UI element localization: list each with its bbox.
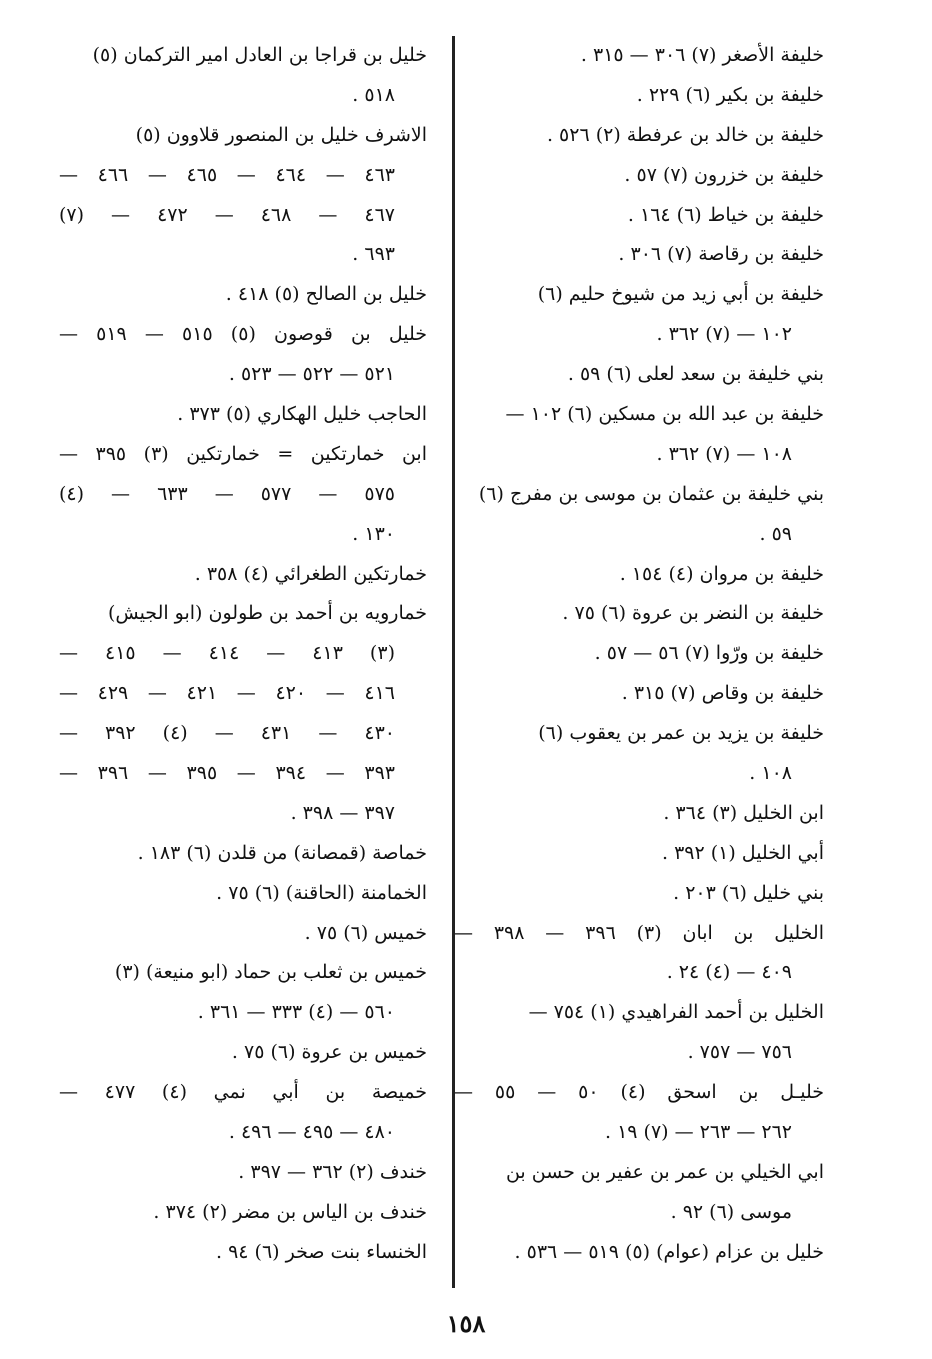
index-entry-line: ١٠٨ . (749, 762, 792, 785)
index-entry-line: خمارتكين الطغرائي (٤) ٣٥٨ . (194, 562, 427, 585)
index-entry-line: الاشرف خليل بن المنصور قلاوون (٥) (135, 123, 427, 146)
index-entry-line: خليفة بن خياط (٦) ١٦٤ . (627, 203, 824, 226)
page-number: ١٥٨ (446, 1309, 486, 1338)
index-entry-line: بني خليفة بن عثمان بن موسى بن مفرج (٦) (478, 482, 824, 505)
index-entry-line: خليفة بن رقاصة (٧) ٣٠٦ . (618, 243, 824, 266)
index-entry-line: الخمامنة (الحاقنة) (٦) ٧٥ . (216, 881, 427, 904)
index-entry-line: ٤٣٠ — ٤٣١ — (٤) ٣٩٢ — (59, 722, 395, 745)
index-entry-line: خليفة بن النضر بن عروة (٦) ٧٥ . (562, 602, 824, 625)
index-entry-line: الحاجب خليل الهكاري (٥) ٣٧٣ . (177, 403, 427, 426)
index-entry-line: خليفة بن يزيد بن عمر بن يعقوب (٦) (538, 722, 824, 745)
index-entry-line: ٢٦٢ — ٢٦٣ — (٧) ١٩ . (604, 1121, 792, 1144)
index-entry-line: ٧٥٦ — ٧٥٧ . (687, 1041, 792, 1064)
index-entry-line: خليفة بن أبي زيد من شيوخ حليم (٦) (537, 283, 824, 306)
index-entry-line: ٣٩٣ — ٣٩٤ — ٣٩٥ — ٣٩٦ — (59, 762, 395, 785)
index-entry-line: خليل بن قراجا بن العادل امير التركمان (٥) (92, 44, 427, 66)
index-entry-line: ٥١٨ . (352, 83, 395, 106)
index-entry-line: ٥٢١ — ٥٢٢ — ٥٢٣ . (228, 363, 395, 386)
index-entry-line: ابن الخليل (٣) ٣٦٤ . (663, 801, 824, 824)
index-entry-line: ٤٨٠ — ٤٩٥ — ٤٩٦ . (228, 1121, 395, 1144)
index-entry-line: خليفة بن خالد بن عرفطة (٢) ٥٢٦ . (546, 123, 824, 146)
index-entry-line: الخنساء بنت صخر (٦) ٩٤ . (215, 1240, 427, 1263)
index-entry-line: الخليل بن ابان (٣) ٣٩٦ — ٣٩٨ — (454, 921, 824, 944)
index-entry-line: خليفة بن ورّوا (٧) ٥٦ — ٥٧ . (594, 642, 824, 665)
index-entry-line: خليل بن عزام (عوام) (٥) ٥١٩ — ٥٣٦ . (514, 1240, 824, 1263)
index-entry-line: خليل بن الصالح (٥) ٤١٨ . (225, 283, 427, 306)
index-entry-line: ١٠٨ — (٧) ٣٦٢ . (656, 442, 792, 465)
index-entry-line: خندف (٢) ٣٦٢ — ٣٩٧ . (238, 1160, 427, 1183)
index-entry-line: ابي الخيلي بن عمر بن عفير بن حسن بن (505, 1160, 824, 1183)
index-entry-line: ٣٩٧ — ٣٩٨ . (290, 801, 395, 824)
index-entry-line: الخليل بن أحمد الفراهيدي (١) ٧٥٤ — (528, 1001, 824, 1024)
index-entry-line: خليفة بن وقاص (٧) ٣١٥ . (621, 682, 824, 705)
index-entry-line: موسى (٦) ٩٢ . (670, 1200, 792, 1223)
index-entry-line: خماصة (قمصانة) من قلدن (٦) ١٨٣ . (137, 841, 427, 864)
index-column-left (59, 36, 427, 1273)
index-entry-line: بني خليفة بن سعد لعلى (٦) ٥٩ . (567, 363, 824, 386)
index-entry-line: (٣) ٤١٣ — ٤١٤ — ٤١٥ — (59, 642, 395, 665)
index-entry-line: خليفة الأصغر (٧) ٣٠٦ — ٣١٥ . (580, 44, 824, 66)
index-entry-line: خليفة بن خزرون (٧) ٥٧ . (624, 163, 824, 186)
index-entry-line: ٤١٦ — ٤٢٠ — ٤٢١ — ٤٢٩ — (59, 682, 395, 705)
index-entry-line: ٥٦٠ — (٤) ٣٣٣ — ٣٦١ . (197, 1001, 395, 1024)
index-entry-line: خندف بن الياس بن مضر (٢) ٣٧٤ . (153, 1200, 427, 1223)
index-entry-line: خميس بن ثعلب بن حماد (ابو منيعة) (٣) (114, 961, 427, 984)
index-entry-line: ٤٦٧ — ٤٦٨ — ٤٧٢ — (٧) (59, 203, 395, 226)
index-entry-line: خليفة بن مروان (٤) ١٥٤ . (619, 562, 824, 585)
index-entry-line: ١٠٢ — (٧) ٣٦٢ . (656, 323, 792, 346)
index-entry-line: أبي الخليل (١) ٣٩٢ . (661, 841, 824, 864)
index-entry-line: بني خليل (٦) ٢٠٣ . (673, 881, 824, 904)
index-entry-line: ١٣٠ . (352, 522, 395, 545)
index-entry-line: خليـل بن اسحق (٤) ٥٠ — ٥٥ — (454, 1081, 824, 1104)
index-entry-line: ٥٧٥ — ٥٧٧ — ٦٣٣ — (٤) (59, 482, 395, 505)
index-column-right (454, 36, 824, 1273)
index-entry-line: خليفة بن بكير (٦) ٢٢٩ . (636, 83, 824, 106)
index-entry-line: خميس بن عروة (٦) ٧٥ . (231, 1041, 427, 1064)
index-entry-line: خليفة بن عبد الله بن مسكين (٦) ١٠٢ — (505, 403, 824, 426)
index-entry-line: خليل بن قوصون (٥) ٥١٥ — ٥١٩ — (59, 323, 427, 346)
index-entry-line: ٥٩ . (759, 522, 792, 545)
column-divider (452, 36, 455, 1288)
index-entry-line: ٤٠٩ — (٤) ٢٤ . (666, 961, 792, 984)
index-entry-line: خمارويه بن أحمد بن طولون (ابو الجيش) (107, 602, 427, 625)
index-entry-line: ٤٦٣ — ٤٦٤ — ٤٦٥ — ٤٦٦ — (59, 163, 395, 186)
index-entry-line: خميس (٦) ٧٥ . (304, 921, 427, 944)
index-entry-line: ٦٩٣ . (352, 243, 395, 266)
index-entry-line: ابن خمارتكين = خمارتكين (٣) ٣٩٥ — (59, 442, 427, 465)
index-entry-line: خميصة بن أبي نمي (٤) ٤٧٧ — (59, 1081, 427, 1104)
